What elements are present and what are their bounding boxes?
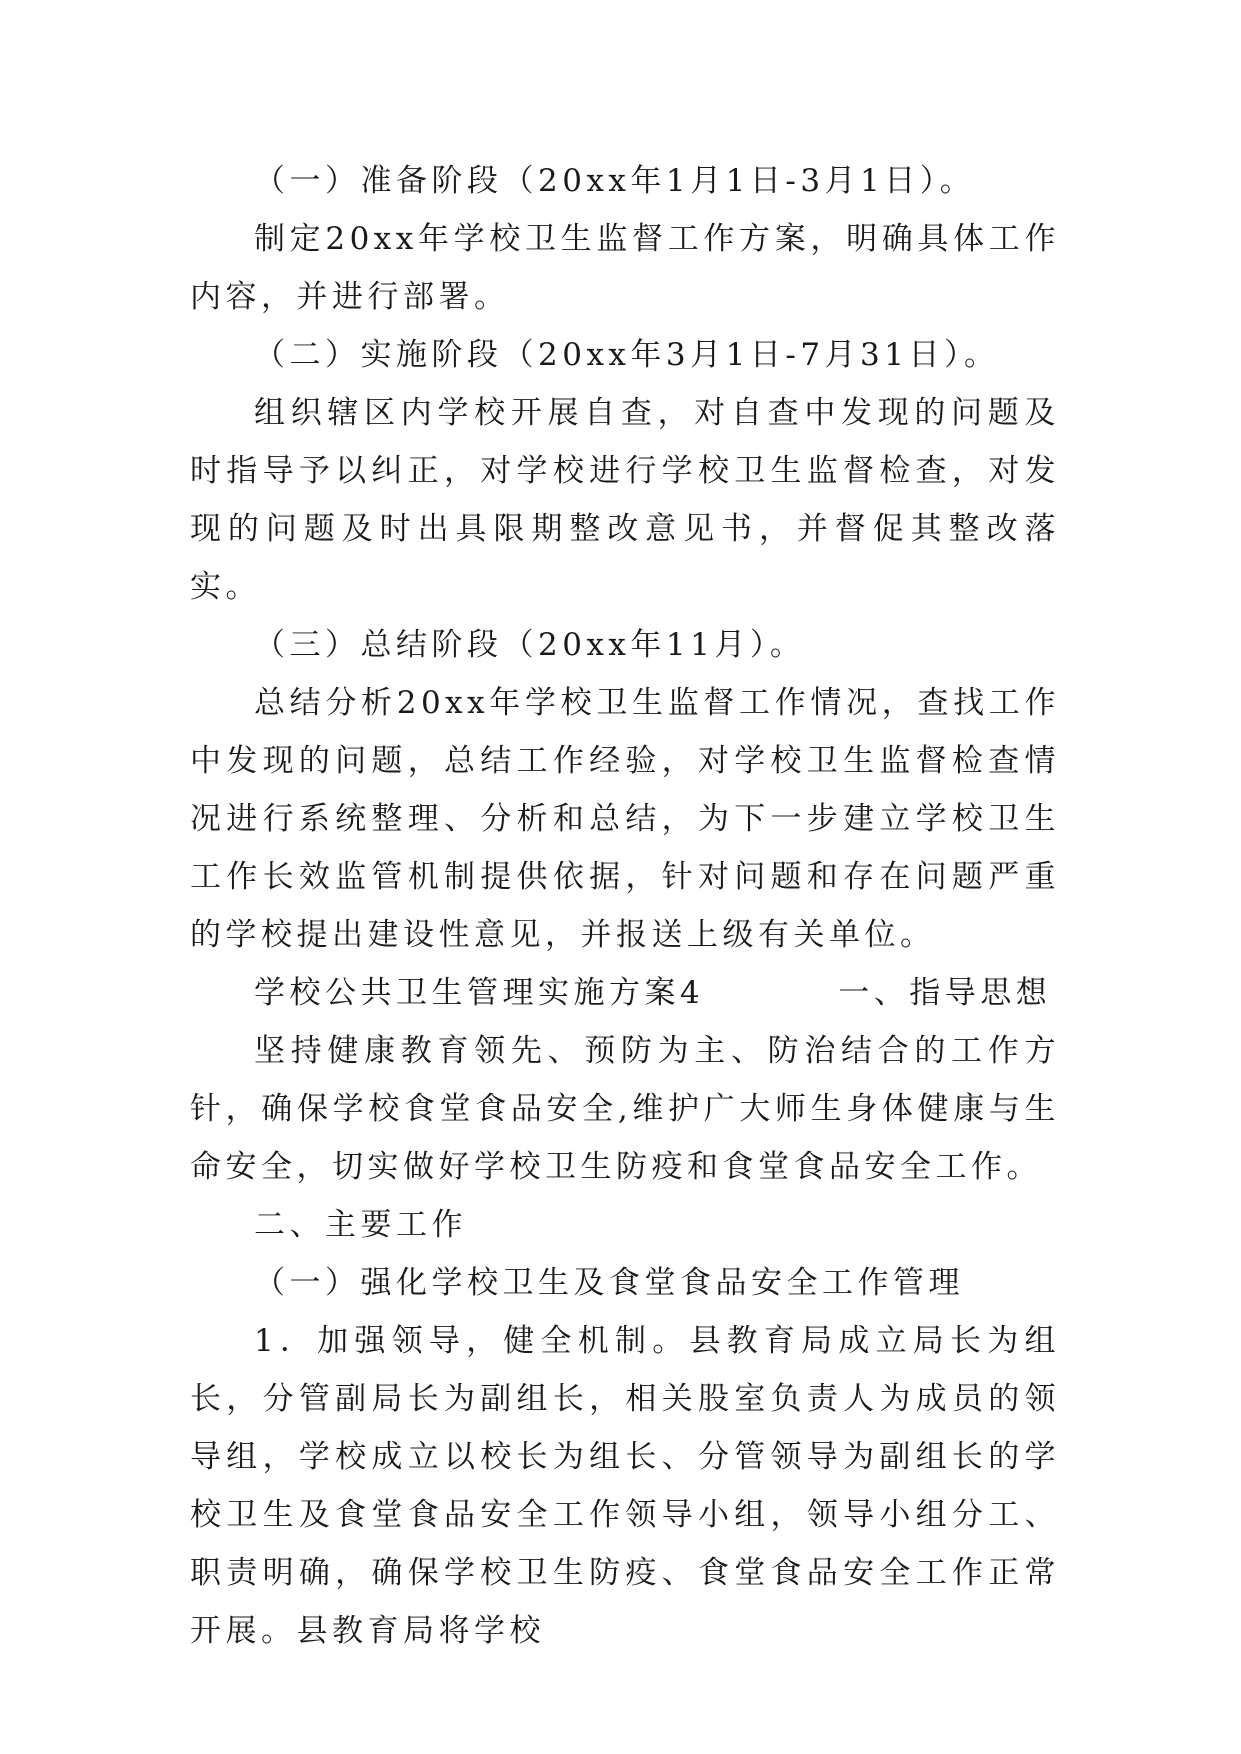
guiding-ideology-heading: 一、指导思想	[838, 975, 1052, 1011]
main-work-subheading: （一）强化学校卫生及食堂食品安全工作管理	[254, 1265, 964, 1301]
document-body	[190, 152, 1060, 1660]
main-work-item-1: 1．加强领导，健全机制。县教育局成立局长为组长，分管副局长为副组长，相关股室负责人为成员的领导组，学校成立以校长为组长、分管领导为副组长的学校卫生及食堂食品安全工作领导小组，领导小组分工、职责明确，确保学校卫生防疫、食堂食品安全工作正常开展。县教育局将学校	[190, 1323, 1060, 1649]
stage-one-body: 制定20xx年学校卫生监督工作方案，明确具体工作内容，并进行部署。	[190, 221, 1060, 315]
guiding-ideology-body: 坚持健康教育领先、预防为主、防治结合的工作方针，确保学校食堂食品安全,维护广大师生身体健康与生命安全，切实做好学校卫生防疫和食堂食品安全工作。	[190, 1033, 1060, 1185]
plan-title-line	[190, 964, 1060, 1022]
stage-one-heading: （一）准备阶段（20xx年1月1日-3月1日）。	[254, 163, 976, 199]
main-work-heading: 二、主要工作	[254, 1207, 467, 1243]
stage-two-body: 组织辖区内学校开展自查，对自查中发现的问题及时指导予以纠正，对学校进行学校卫生监督检查，对发现的问题及时出具限期整改意见书，并督促其整改落实。	[190, 395, 1060, 605]
plan-title: 学校公共卫生管理实施方案4	[254, 975, 705, 1011]
stage-two-heading: （二）实施阶段（20xx年3月1日-7月31日）。	[254, 337, 1000, 373]
stage-three-body: 总结分析20xx年学校卫生监督工作情况，查找工作中发现的问题，总结工作经验，对学校卫生监督检查情况进行系统整理、分析和总结，为下一步建立学校卫生工作长效监管机制提供依据，针对问题和存在问题严重的学校提出建设性意见，并报送上级有关单位。	[190, 685, 1060, 953]
stage-three-heading: （三）总结阶段（20xx年11月）。	[254, 627, 806, 663]
